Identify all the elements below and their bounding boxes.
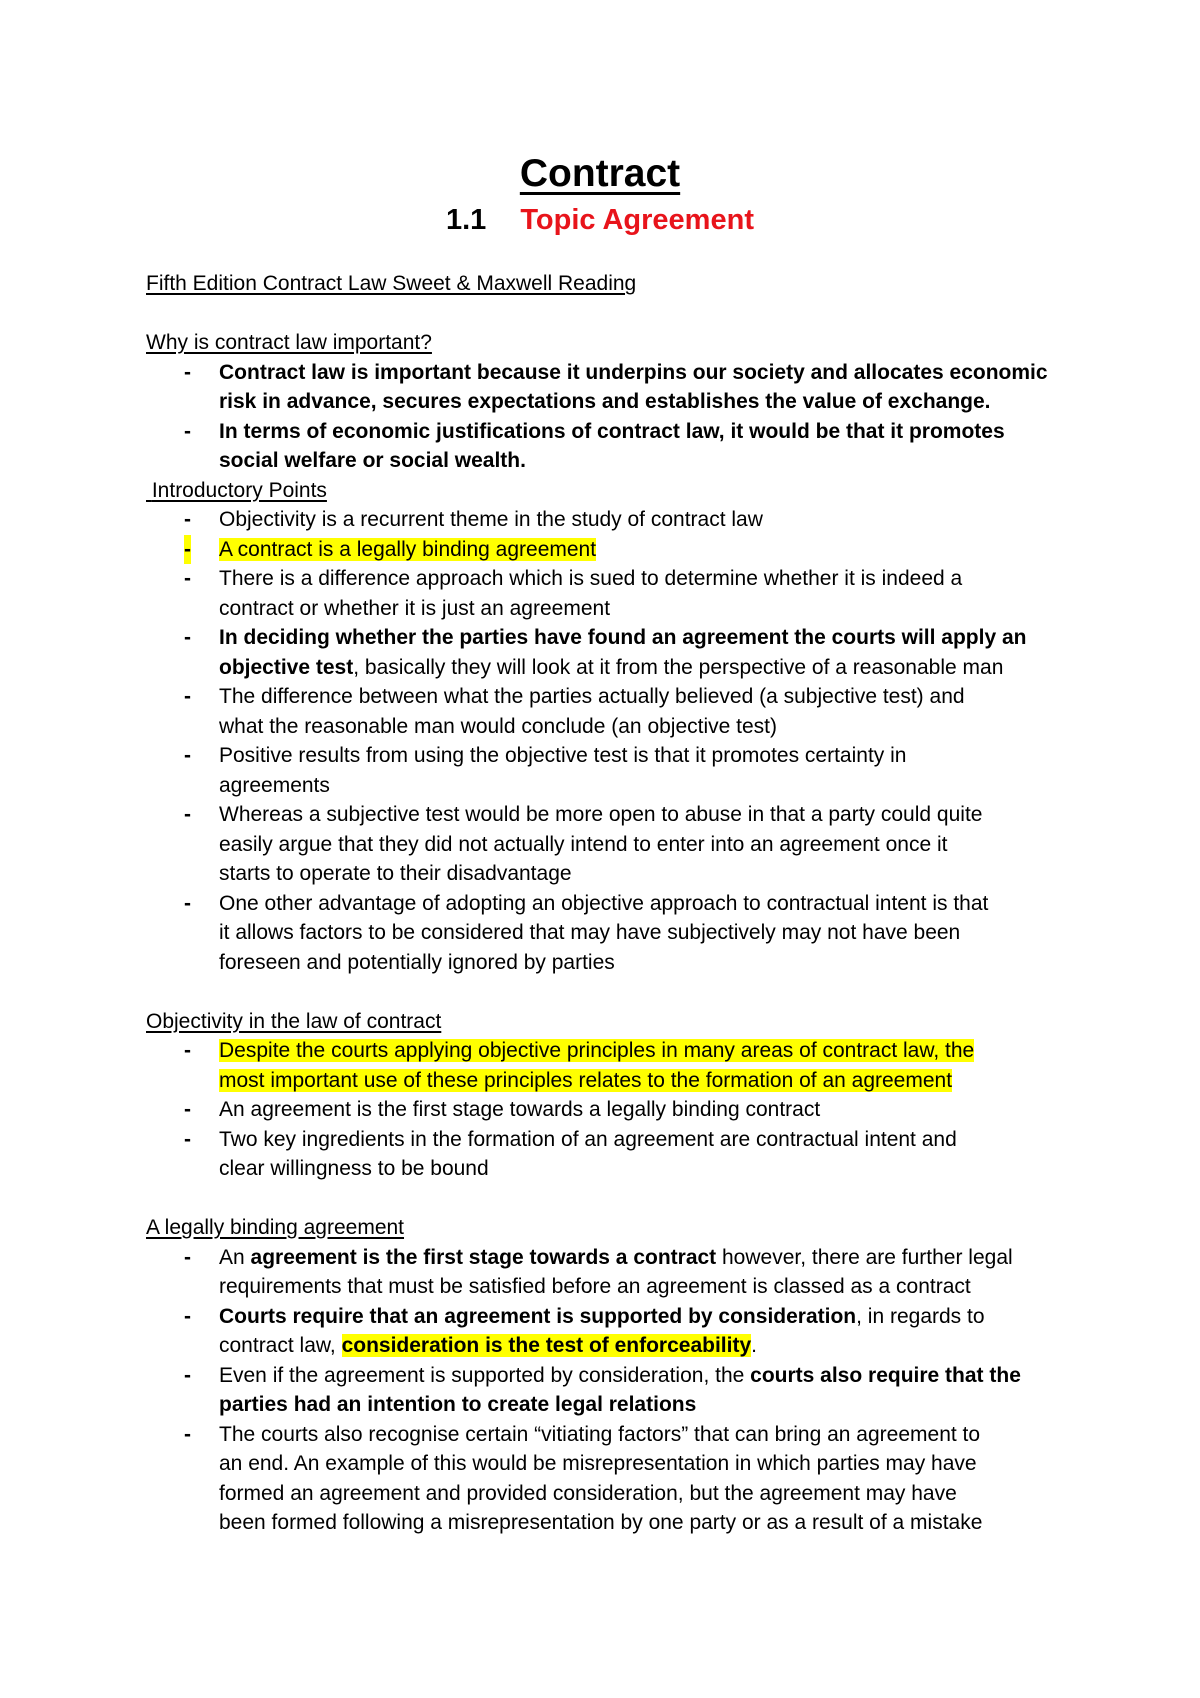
list-item: - The difference between what the parties actually believed (a subjective test) and what the reasonable man would conclude (an objective test) (184, 685, 965, 738)
list-item: - An agreement is the first stage towards a contract however, there are further legal requirements that must be satisfied before an agreement is classed as a contract (184, 1245, 1013, 1298)
list-item: - In deciding whether the parties have found an agreement the courts will apply an objective test, basically they will look at it from the perspective of a reasonable man (184, 626, 1027, 679)
list-item: - Objectivity is a recurrent theme in the study of contract law (184, 508, 763, 531)
topic-heading (0, 200, 1200, 240)
document-title: Contract (519, 152, 681, 195)
list-item: - Two key ingredients in the formation of an agreement are contractual intent and clear willingness to be bound (184, 1127, 957, 1180)
list-item: - There is a difference approach which is sued to determine whether it is indeed a contract or whether it is just an agreement (184, 567, 963, 620)
topic-number: 1.1 (446, 204, 487, 236)
list-item: - Courts require that an agreement is supported by consideration, in regards to contract law, consideration is the test of enforceability. (184, 1304, 985, 1357)
list-item: - An agreement is the first stage towards a legally binding contract (184, 1098, 821, 1121)
list-item: - Positive results from using the objective test is that it promotes certainty in agreements (184, 744, 907, 797)
section-heading-introductory-points: Introductory Points (151, 478, 327, 502)
document-body (146, 269, 1066, 1538)
section-heading-why-important: Why is contract law important? (146, 331, 432, 354)
list-item: - One other advantage of adopting an objective approach to contractual intent is that it allows factors to be considered that may have subjectively may not have been foreseen and potentially ignored by parties (184, 891, 989, 974)
list-item-highlighted: - A contract is a legally binding agreement (146, 535, 1066, 565)
list-item: - Even if the agreement is supported by consideration, the courts also require that the parties had an intention to create legal relations (184, 1363, 1021, 1416)
list-item: - Contract law is important because it underpins our society and allocates economic risk in advance, secures expectations and establishes the value of exchange. (184, 360, 1048, 413)
section-heading-objectivity: Objectivity in the law of contract (146, 1009, 442, 1033)
list-item: - In terms of economic justifications of contract law, it would be that it promotes social welfare or social wealth. (184, 419, 1005, 472)
list-item: - The courts also recognise certain “vitiating factors” that can bring an agreement to an end. An example of this would be misrepresentation in which parties may have formed an agreement and provided consideration, but the agreement may have been formed following a misrepresentation by one party or as a result of a mistake (184, 1422, 983, 1534)
reading-heading: Fifth Edition Contract Law Sweet & Maxwell Reading (146, 272, 637, 295)
list-item-highlighted: - Despite the courts applying objective principles in many areas of contract law, the most important use of these principles relates to the formation of an agreement (184, 1039, 975, 1092)
list-item: - Whereas a subjective test would be more open to abuse in that a party could quite easily argue that they did not actually intend to enter into an agreement once it starts to operate to their disadvantage (184, 803, 983, 885)
topic-name: Topic Agreement (520, 204, 754, 236)
section-heading-legally-binding: A legally binding agreement (146, 1216, 405, 1239)
